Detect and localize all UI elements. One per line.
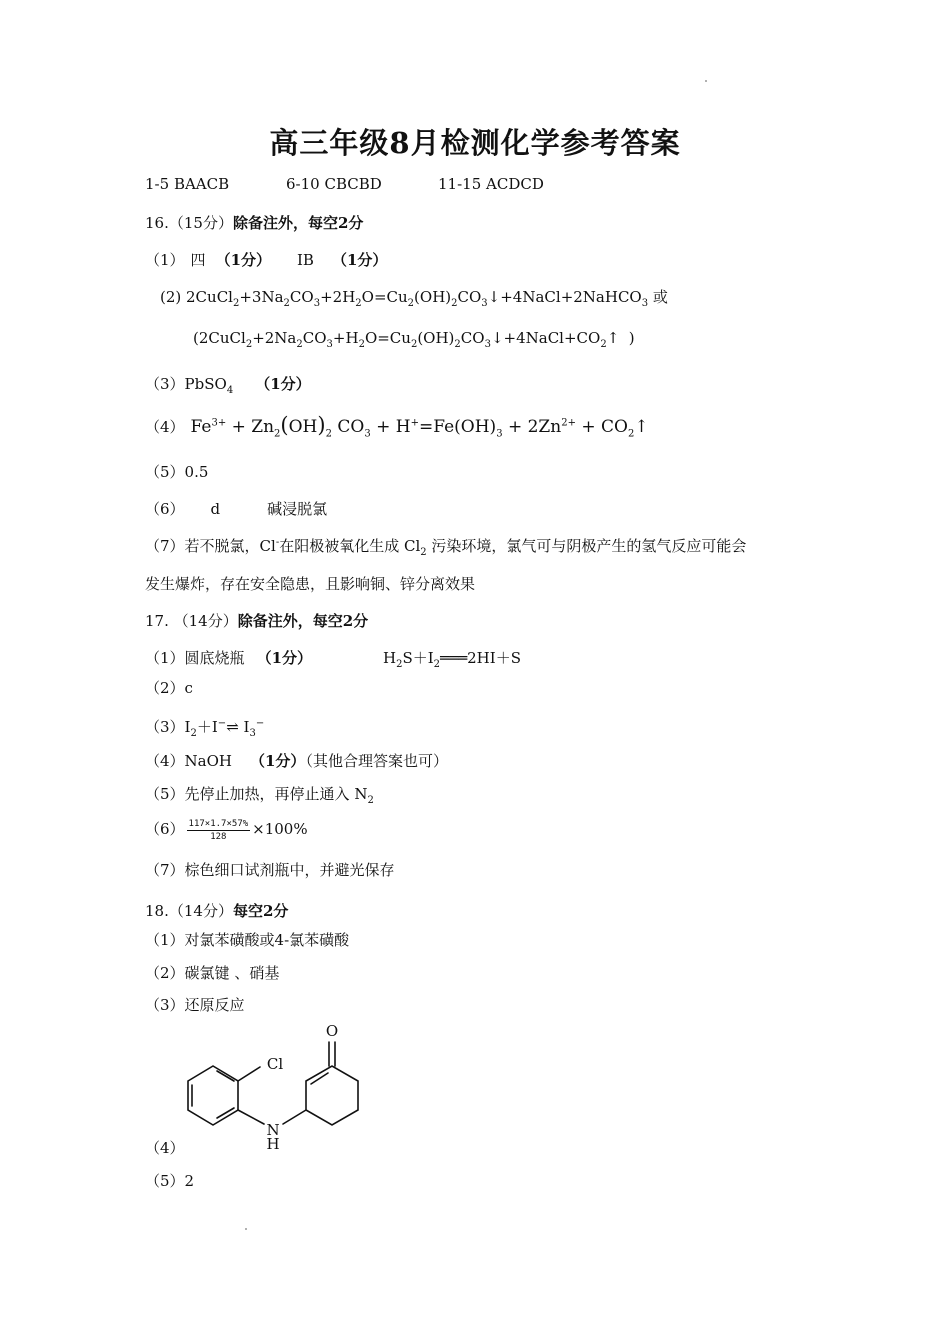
q17-answer-1: （1）圆底烧瓶 （1分） xyxy=(145,649,312,667)
q18-answer-3: （3）还原反应 xyxy=(145,996,245,1014)
q17-answer-4: （4）NaOH （1分）（其他合理答案也可） xyxy=(145,752,448,770)
q18-answer-4: （4） xyxy=(145,1139,185,1157)
mc-answers-1: 1-5 BAACB xyxy=(145,175,230,193)
q18-answer-1: （1）对氯苯磺酸或4-氯苯磺酸 xyxy=(145,931,350,949)
q17-header: 17. （14分）除备注外，每空2分 xyxy=(145,612,369,630)
mc-answers-3: 11-15 ACDCD xyxy=(438,175,544,193)
atom-oxygen: O xyxy=(325,1022,339,1040)
page-title: 高三年级8月检测化学参考答案 xyxy=(269,126,681,160)
atom-nitrogen: N xyxy=(266,1121,280,1139)
q16-answer-7-line2: 发生爆炸，存在安全隐患，且影响铜、锌分离效果 xyxy=(145,575,476,593)
scan-speck xyxy=(245,1228,247,1230)
structure-diagram xyxy=(175,1015,375,1155)
q17-answer-6: （6） $\frac{117\times 1.7\times 57\%}{128}$ ×100% xyxy=(145,818,308,842)
mc-answers-2: 6-10 CBCBD xyxy=(286,175,382,193)
q16-answer-3: （3）PbSO$_4$ （1分） xyxy=(145,375,311,396)
q16-header: 16.（15分）除备注外，每空2分 xyxy=(145,214,364,232)
yield-fraction: $\frac{117\times 1.7\times 57\%}{128}$ xyxy=(188,818,249,842)
scan-speck xyxy=(705,80,707,82)
atom-hydrogen: H xyxy=(266,1135,280,1153)
q17-answer-2: （2）c xyxy=(145,679,193,697)
q18-answer-5: （5）2 xyxy=(145,1172,195,1190)
q16-answer-7-line1: （7）若不脱氯，Cl-在阳极被氧化生成 $Cl_2$ 污染环境，氯气可与阴极产生的氢气反应可能会 xyxy=(145,537,747,558)
q17-answer-7: （7）棕色细口试剂瓶中，并避光保存 xyxy=(145,861,395,879)
q16-answer-4: （4） $Fe^{3+} + Zn_2(OH)_2$ $CO_3 + H^+=Fe(OH)_3 + 2Zn^{2+}$ + $CO_2↑$ xyxy=(145,413,649,440)
q16-answer-1: （1） 四 （1分） IB （1分） xyxy=(145,251,388,269)
q16-answer-2-line1: (2) $2CuCl_2+3Na_2CO_3+2H_2O=Cu_2(OH)_2CO_3↓+4NaCl+2NaHCO_3$ 或 xyxy=(160,288,668,309)
q17-answer-3: $(3)I_2+I^-\rightleftharpoons$ $I_3^-$ xyxy=(145,718,265,739)
q18-header: 18.（14分）每空2分 xyxy=(145,902,289,920)
atom-chlorine: Cl xyxy=(266,1055,284,1073)
q17-answer-5: （5）先停止加热，再停止通入 $N_2$ xyxy=(145,785,374,806)
q16-answer-6: （6） d 碱浸脱氯 xyxy=(145,500,328,518)
q17-answer-1-equation: $H_2S+I_2═══2HI+S$ xyxy=(383,649,521,670)
q18-answer-2: （2）碳氯键 、硝基 xyxy=(145,964,280,982)
q16-answer-2-line2: ($2CuCl_2+2Na_2CO_3+H_2O=Cu_2(OH)_2CO_3↓+4NaCl+CO_2↑$ ) xyxy=(193,329,635,350)
q16-answer-5: （5）0.5 xyxy=(145,463,209,481)
